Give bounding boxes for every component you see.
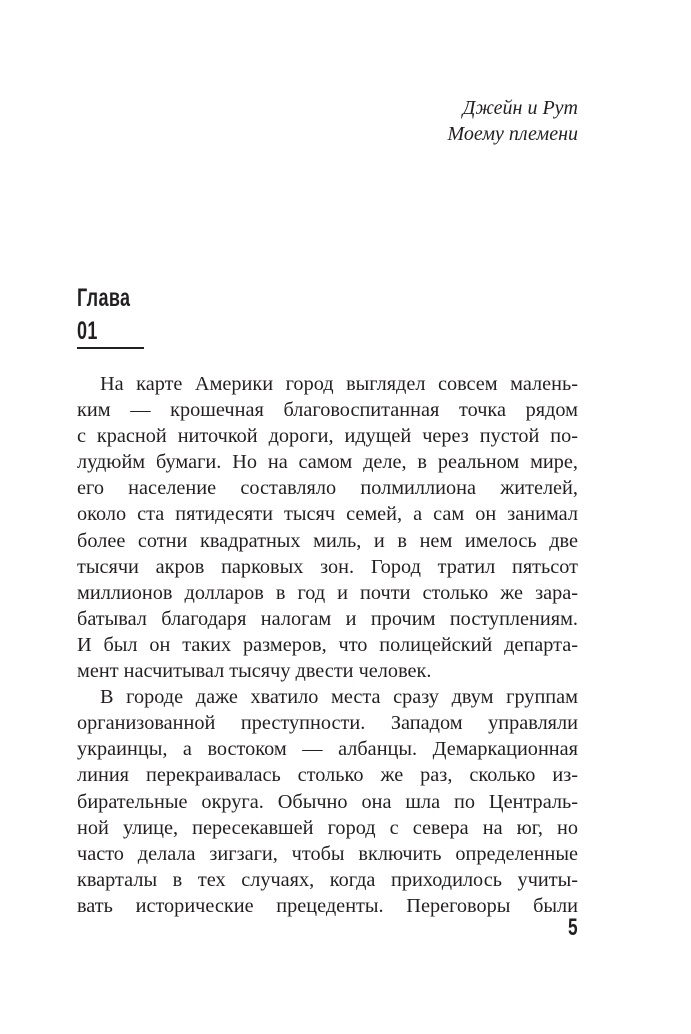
page-number: 5 (568, 914, 578, 941)
text-line: его население составляло полмиллиона жителей, (77, 477, 578, 500)
text-line: ким — крошечная благовоспитанная точка рядом (77, 399, 578, 422)
text-line: бирательные округа. Обычно она шла по Централь- (77, 790, 578, 813)
text-line: около ста пятидесяти тысяч семей, а сам он занимал (77, 503, 578, 526)
text-line: ной улице, пересекавшей город с севера на юг, но (77, 816, 578, 839)
text-line: На карте Америки город выглядел совсем малень- (100, 373, 578, 395)
text-line: батывал благодаря налогам и прочим поступлениям. (77, 607, 578, 630)
text-line: линия перекраивалась столько же раз, сколько из- (77, 764, 578, 787)
text-line: тысячи акров парковых зон. Город тратил пятьсот (77, 555, 578, 578)
text-line: миллионов долларов в год и почти столько же зара- (77, 581, 578, 604)
epigraph-line: Моему племени (447, 123, 578, 145)
body-text (77, 371, 578, 919)
text-line: часто делала зигзаги, чтобы включить определенные (77, 842, 578, 865)
text-line: украинцы, а востоком — албанцы. Демаркационная (77, 738, 578, 761)
text-line: с красной ниточкой дороги, идущей через пустой по- (77, 425, 578, 448)
text-line: организованной преступности. Западом управляли (77, 712, 578, 735)
text-line: мент насчитывал тысячу двести человек. (77, 660, 432, 683)
text-line: более сотни квадратных миль, и в нем имелось две (77, 529, 578, 552)
epigraph (447, 95, 578, 147)
text-line: И был он таких размеров, что полицейский департа- (77, 633, 578, 656)
chapter-number: 01 (77, 317, 98, 345)
chapter-rule (77, 347, 144, 349)
text-line: вать исторические прецеденты. Переговоры были (77, 894, 578, 917)
epigraph-line: Джейн и Рут (462, 97, 578, 119)
text-line: лудюйм бумаги. Но на самом деле, в реальном мире, (77, 451, 578, 474)
text-line: кварталы в тех случаях, когда приходилось учиты- (77, 868, 578, 891)
text-line: В городе даже хватило места сразу двум группам (100, 686, 578, 709)
chapter-label: Глава (77, 284, 131, 312)
